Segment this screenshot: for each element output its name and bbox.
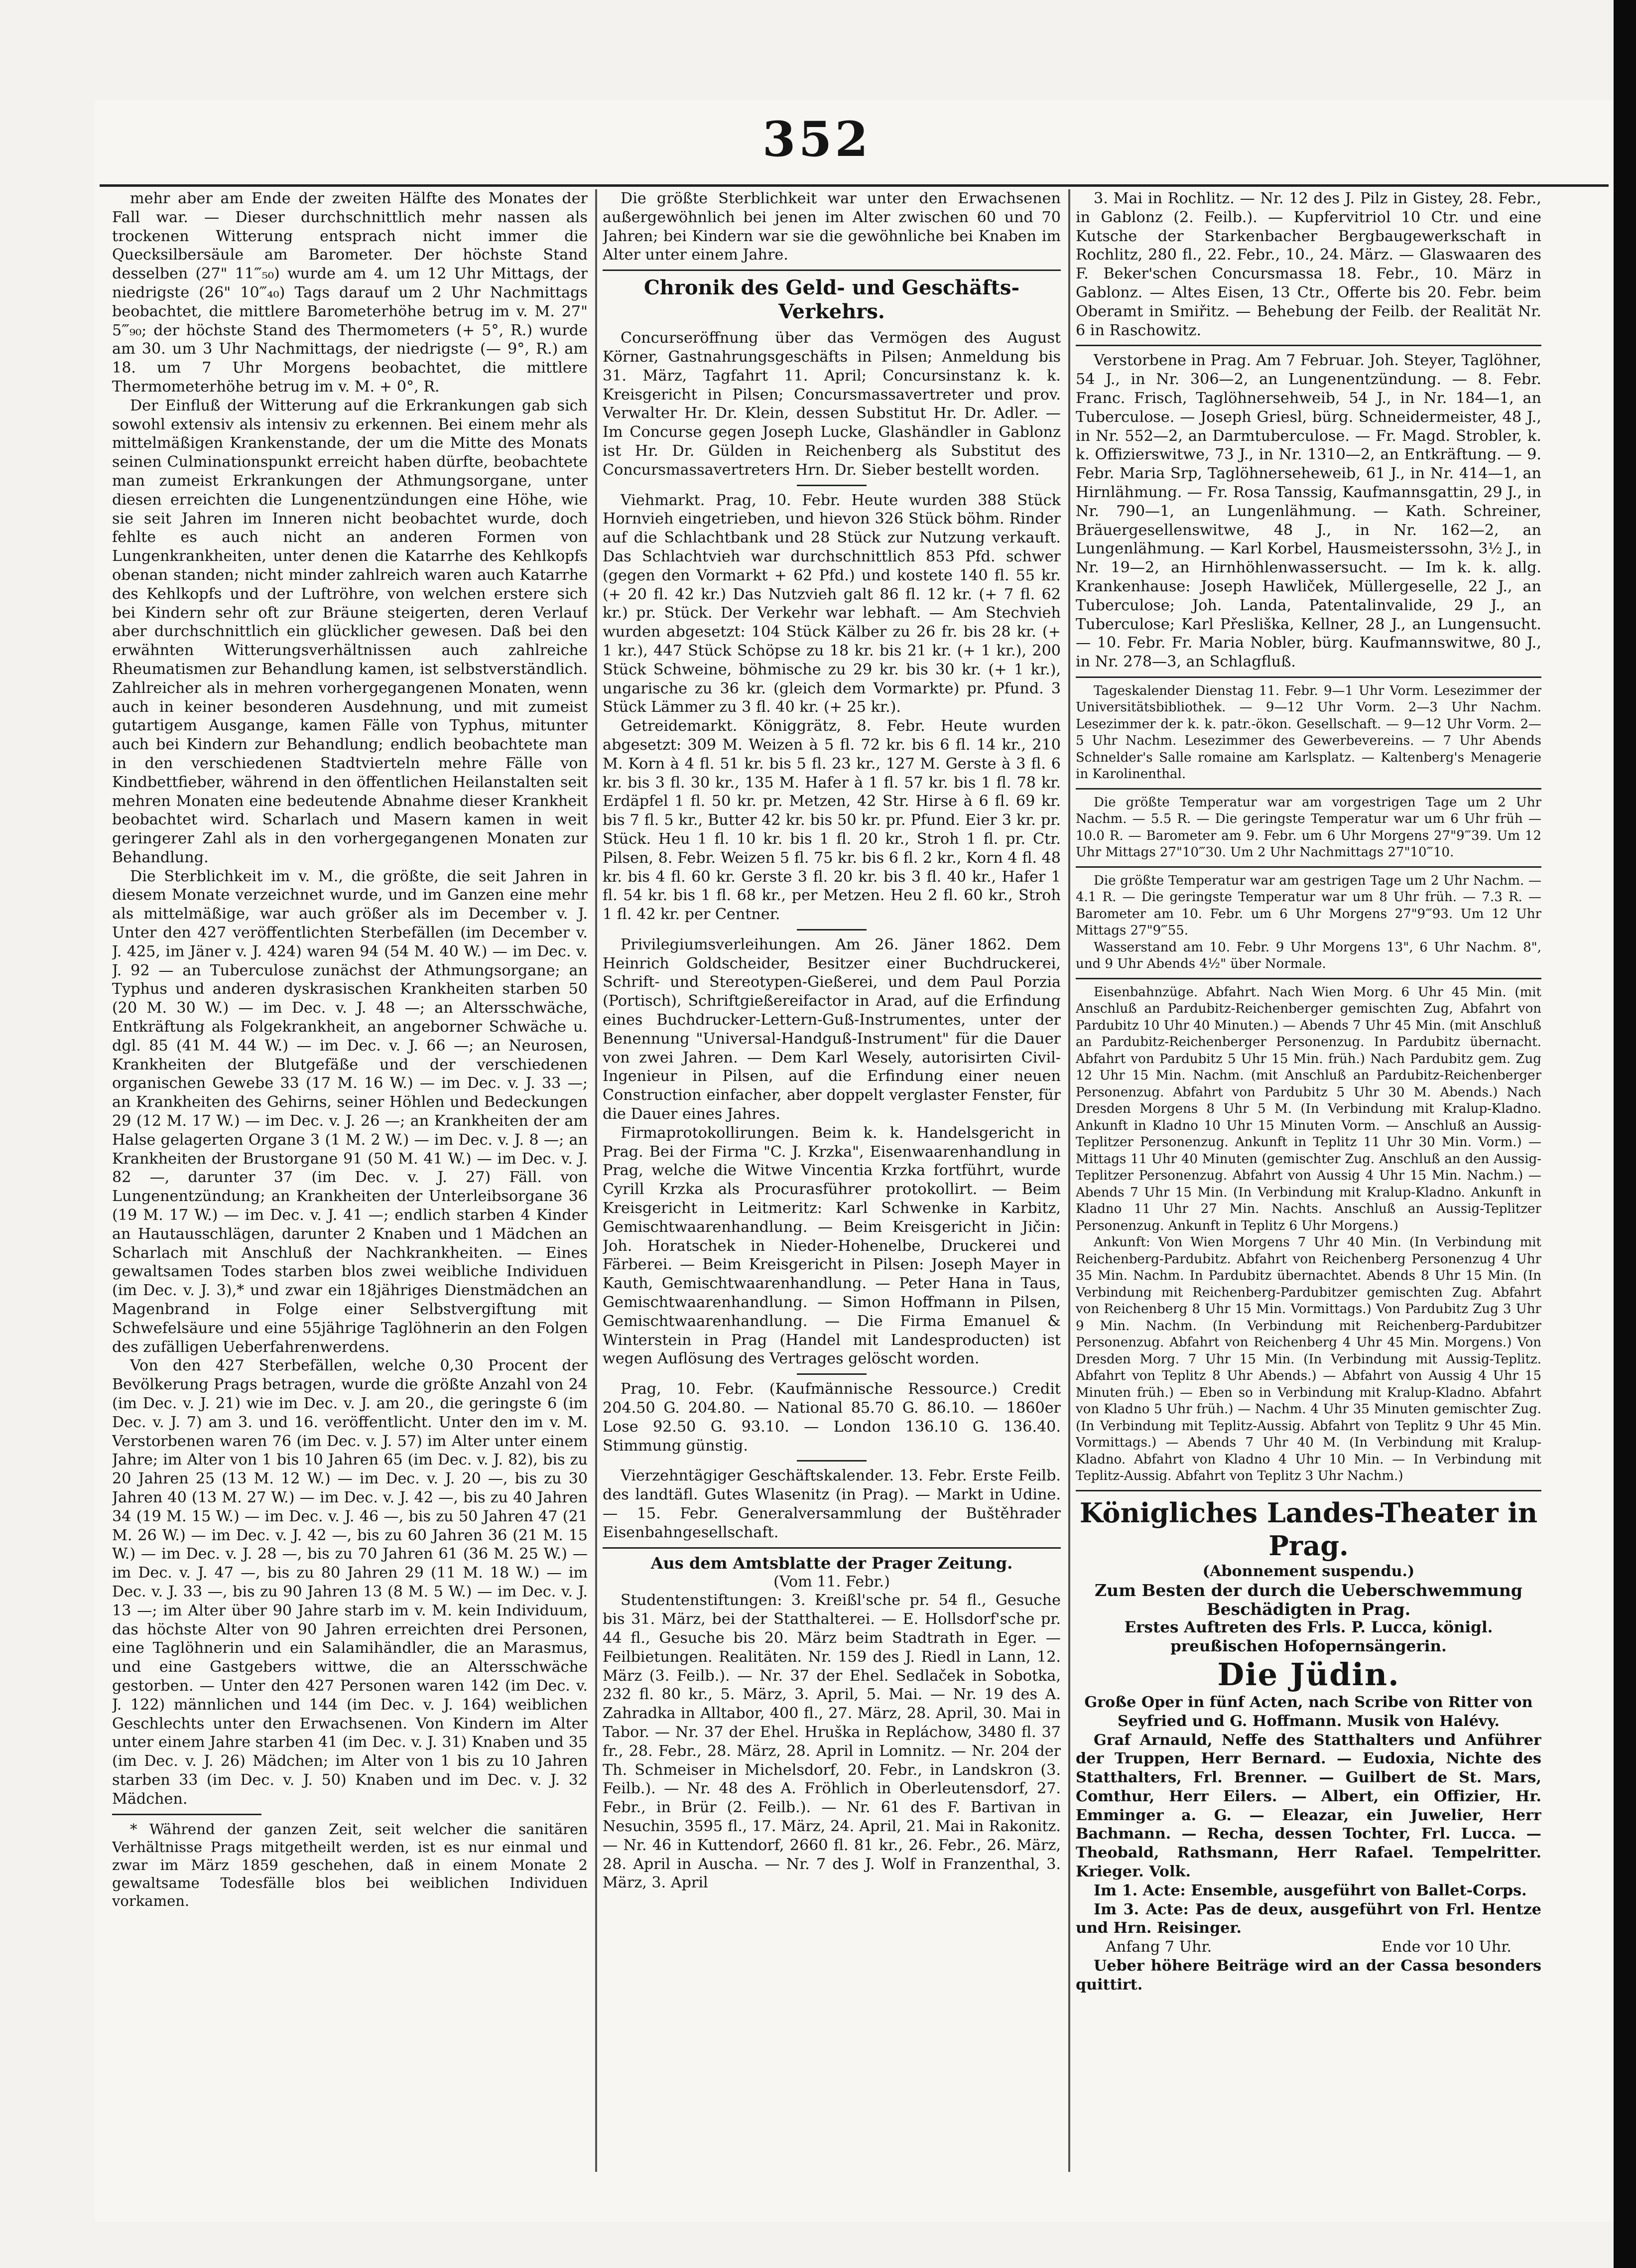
- chronik-heading: Chronik des Geld- und Geschäfts-Verkehrs.: [643, 276, 1020, 324]
- viehmarkt-notice: Viehmarkt. Prag, 10. Febr. Heute wurden 388 Stück Hornvieh eingetrieben, und hievon 326 Stück böhm. Rinder auf die Schlachtbank und 28 Stück zur Nutzung verkauft. Das Schlachtvieh war durchschnittlich 853 Pfd. schwer (gegen den Vormarkt + 62 Pfd.) und kostete 140 fl. 55 kr. (+ 20 fl. 42 kr.) Das Nutzvieh galt 86 fl. 12 kr. (+ 7 fl. 62 kr.) pr. Stück. Der Verkehr war lebhaft. — Am Stechvieh wurden abgesetzt: 104 Stück Kälber zu 26 fr. bis 28 kr. (+ 1 kr.), 447 Stück Schöpse zu 18 kr. bis 21 kr. (+ 1 kr.), 200 Stück Schweine, böhmische zu 29 kr. bis 30 kr. (+ 1 kr.), ungarische zu 36 kr. (gleich dem Vormarkte) pr. Pfund. 3 Stück Lämmer zu 3 fl. 40 kr. (+ 25 kr.).: [603, 491, 1061, 716]
- theatre-heading: Königliches Landes-Theater in Prag.: [1079, 1496, 1538, 1562]
- start-time: Anfang 7 Uhr.: [1106, 1938, 1212, 1956]
- amtsblatt-date: (Vom 11. Febr.): [773, 1573, 890, 1591]
- item-rule: [797, 1460, 867, 1462]
- column-3: [1076, 189, 1541, 2172]
- exchange-notice: Prag, 10. Febr. (Kaufmännische Ressource.) Credit 204.50 G. 204.80. — National 85.70 G. 86.10. — 1860er Lose 92.50 G. 93.10. — London 136.10 G. 136.40. Stimmung günstig.: [603, 1380, 1061, 1455]
- section-rule: [603, 269, 1061, 271]
- theatre-guest: Erstes Auftreten des Frls. P. Lucca, königl. preußischen Hofopernsängerin.: [1124, 1618, 1493, 1656]
- railway-departures: Eisenbahnzüge. Abfahrt. Nach Wien Morg. 6 Uhr 45 Min. (mit Anschluß an Pardubitz-Reichenberger gemischten Zug, Abfahrt von Pardubitz 10 Uhr 40 Minuten.) — Abends 7 Uhr 45 Min. (mit Anschluß an Pardubitz-Reichenberger Personenzug. In Pardubitz übernacht. Abfahrt von Pardubitz 5 Uhr 15 Min. früh.) Nach Pardubitz gem. Zug 12 Uhr 15 Min. Nachm. (mit Anschluß an Pardubitz-Reichenberger Personenzug. Abfahrt von Pardubitz 5 Uhr 30 M. Abends.) Nach Dresden Morgens 8 Uhr 5 M. (In Verbindung mit Kralup-Kladno. Ankunft in Kladno 10 Uhr 15 Minuten Vorm. — Anschluß an Aussig-Teplitzer Personenzug. Ankunft in Teplitz 11 Uhr 30 Min. Vorm.) — Mittags 11 Uhr 40 Minuten (gemischter Zug. Anschluß an den Aussig-Teplitzer Personenzug. Abfahrt von Aussig 4 Uhr 15 Min. Nachm.) — Abends 7 Uhr 15 Min. (In Verbindung mit Kralup-Kladno. Ankunft in Kladno 11 Uhr 27 Min. Nachts. Anschluß an Aussig-Teplitzer Personenzug. Ankunft in Teplitz 6 Uhr Morgens.): [1076, 984, 1541, 1233]
- health-report-paragraph: Die Sterblichkeit im v. M., die größte, die seit Jahren in diesem Monate verzeichnet wurde, und im Ganzen eine mehr als mittelmäßige, war auch größer als im December v. J. Unter den 427 veröffentlichten Sterbefällen (im December v. J. 425, im Jäner v. J. 424) waren 94 (54 M. 40 W.) — im Dec. v. J. 92 — an Tuberculose zunächst der Athmungsorgane; an Typhus und anderen dyskrasischen Krankheiten starben 50 (20 M. 30 W.) — im Dec. v. J. 48 —; an Altersschwäche, Entkräftung als Folgekrankheit, an angeborner Schwäche u. dgl. 85 (41 M. 44 W.) — im Dec. v. J. 66 —; an Neurosen, Krankheiten der Blutgefäße und der verschiedenen organischen Gewebe 33 (17 M. 16 W.) — im Dec. v. J. 33 —; an Krankheiten des Gehirns, seiner Höhlen und Bedeckungen 29 (12 M. 17 W.) — im Dec. v. J. 26 —; an Krankheiten der am Halse gelagerten Organe 3 (1 M. 2 W.) — im Dec. v. J. 8 —; an Krankheiten der Brustorgane 91 (50 M. 41 W.) — im Dec. v. J. 82 —, darunter 37 (im Dec. v. J. 27) Fäll. von Lungenentzündung; an Krankheiten der Unterleibsorgane 36 (19 M. 17 W.) — im Dec. v. J. 41 —; endlich starben 4 Kinder an Hautausschlägen, darunter 2 Knaben und 1 Mädchen an Scharlach mit Anschluß der Nachkrankheiten. — Eines gewaltsamen Todes starben blos zwei weibliche Individuen (im Dec. v. J. 3),* und zwar ein 18jähriges Dienstmädchen an Magenbrand in Folge einer Selbstvergiftung mit Schwefelsäure und eine 55jährige Taglöhnerin an den Folgen des zufälligen Ueberfahrenwerdens.: [112, 867, 588, 1356]
- column-rule-1: [595, 189, 597, 2172]
- section-rule: [1076, 978, 1541, 979]
- play-description: Große Oper in fünf Acten, nach Scribe von Ritter von Seyfried und G. Hoffmann. Musik von Halévy.: [1084, 1693, 1533, 1730]
- privilegium-notice: Privilegiumsverleihungen. Am 26. Jäner 1862. Dem Heinrich Goldscheider, Besitzer einer Buchdruckerei, Schrift- und Stereotypen-Gießerei, und dem Paul Porzia (Portisch), Schriftgießereifactor in Arad, auf die Erfindung eines Buchdrucker-Lettern-Guß-Instrumentes, unter der Benennung "Universal-Handguß-Instrument" für die Dauer von zwei Jahren. — Dem Karl Wesely, autorisirten Civil-Ingenieur in Pilsen, auf die Erfindung einer neuen Construction einfacher, aber doppelt verglaster Fenster, für die Dauer eines Jahres.: [603, 935, 1061, 1123]
- act-1-note: Im 1. Acte: Ensemble, ausgeführt von Ballet-Corps.: [1094, 1881, 1527, 1899]
- act-3-note: Im 3. Acte: Pas de deux, ausgeführt von Frl. Hentze und Hrn. Reisinger.: [1076, 1900, 1541, 1937]
- water-level: Wasserstand am 10. Febr. 9 Uhr Morgens 13", 6 Uhr Nachm. 8", und 9 Uhr Abends 4½" über Normale.: [1076, 939, 1541, 972]
- weather-report-2: Die größte Temperatur war am gestrigen Tage um 2 Uhr Nachm. — 4.1 R. — Die geringste Temperatur war um 8 Uhr früh. — 7.3 R. — Barometer am 10. Febr. um 6 Uhr Morgens 27"9‴93. Um 12 Uhr Mittags 27"9‴55.: [1076, 873, 1541, 938]
- concurs-notice: Concurseröffnung über das Vermögen des August Körner, Gastnahrungsgeschäfts in Pilsen; Anmeldung bis 31. März, Tagfahrt 11. April; Concursinstanz k. k. Kreisgericht in Pilsen; Concursmassavertreter und prov. Verwalter Hr. Dr. Klein, dessen Substitut Hr. Dr. Adler. — Im Concurse gegen Joseph Lucke, Glashändler in Gablonz ist Hr. Dr. Gülden in Reichenberg als Substitut des Concursmassavertreters Hrn. Dr. Sieber bestellt worden.: [603, 329, 1061, 479]
- item-rule: [797, 1373, 867, 1375]
- time-row: [1076, 1938, 1541, 1957]
- amtsblatt-text: Studentenstiftungen: 3. Kreißl'sche pr. 54 fl., Gesuche bis 31. März, bei der Statthalterei. — E. Hollsdorf'sche pr. 44 fl., Gesuche bis 20. März beim Stadtrath in Eger. — Feilbietungen. Realitäten. Nr. 159 des J. Riedl in Lann, 12. März (3. Feilb.). — Nr. 37 der Ehel. Sedlaček in Sobotka, 232 fl. 80 kr., 5. März, 3. April, 5. Mai. — Nr. 19 des A. Zahradka in Alltabor, 400 fl., 27. März, 28. April, 30. Mai in Tabor. — Nr. 37 der Ehel. Hruška in Repláchow, 3480 fl. 37 fr., 28. Febr., 28. März, 28. April in Lomnitz. — Nr. 204 der Th. Schmeiser in Michelsdorf, 20. Febr., in Landskron (3. Feilb.). — Nr. 48 des A. Fröhlich in Oberleutensdorf, 27. Febr., in Brür (2. Feilb.). — Nr. 61 des F. Bartivan in Nesuchin, 3595 fl., 17. März, 24. April, 21. Mai in Rakonitz. — Nr. 46 in Kuttendorf, 2660 fl. 81 kr., 26. Febr., 26. März, 28. April in Auscha. — Nr. 7 des J. Wolf in Franzenthal, 3. März, 3. April: [603, 1592, 1061, 1892]
- closing-note: Ueber höhere Beiträge wird an der Cassa besonders quittirt.: [1076, 1957, 1541, 1994]
- day-calendar: Tageskalender Dienstag 11. Febr. 9—1 Uhr Vorm. Lesezimmer der Universitätsbibliothek. — 9—12 Uhr Vorm. 2—3 Uhr Nachm. Lesezimmer der k. k. patr.-ökon. Gesellschaft. — 9—12 Uhr Vorm. 2—5 Uhr Nachm. Lesezimmer des Gewerbevereins. — 7 Uhr Abends Schnelder's Salle romaine am Karlsplatz. — Kaltenberg's Menagerie in Karolinenthal.: [1076, 683, 1541, 782]
- health-report-paragraph: mehr aber am Ende der zweiten Hälfte des Monates der Fall war. — Dieser durchschnittlich mehr nassen als trockenen Witterung entsprach nicht immer die Quecksilbersäule am Barometer. Der höchste Stand desselben (27" 11‴₅₀) wurde am 4. um 12 Uhr Mittags, der niedrigste (26" 10‴₄₀) Tags darauf um 2 Uhr Nachmittags beobachtet, die mittlere Barometerhöhe betrug im v. M. 27" 5‴₉₀; der höchste Stand des Thermometers (+ 5°, R.) wurde am 30. um 3 Uhr Nachmittags, der niedrigste (— 9°, R.) am 18. um 7 Uhr Morgens beobachtet, die mittlere Thermometerhöhe betrug im v. M. + 0°, R.: [112, 190, 588, 396]
- railway-arrivals: Ankunft: Von Wien Morgens 7 Uhr 40 Min. (In Verbindung mit Reichenberg-Pardubitz. Abfahrt von Reichenberg Personenzug 4 Uhr 35 Min. Nachm. In Pardubitz übernachtet. Abends 8 Uhr 15 Min. (In Verbindung mit Reichenberg-Pardubitzer gemischten Zug. Abfahrt von Reichenberg 8 Uhr 15 Min. Vormittags.) Von Pardubitz Zug 3 Uhr 9 Min. Nachm. (In Verbindung mit Reichenberg-Pardubitzer Personenzug. Abfahrt von Reichenberg 4 Uhr 45 Min. Morgens.) Von Dresden Morg. 7 Uhr 15 Min. (In Verbindung mit Aussig-Teplitz. Abfahrt von Teplitz 8 Uhr Abends.) — Abfahrt von Aussig 4 Uhr 15 Minuten früh.) — Eben so in Verbindung mit Kralup-Kladno. Abfahrt von Kladno 5 Uhr früh.) — Nachm. 4 Uhr 35 Minuten gemischter Zug. (In Verbindung mit Teplitz-Aussig. Abfahrt von Teplitz 9 Uhr 45 Min. Vormittags.) — Abends 7 Uhr 40 M. (In Verbindung mit Kralup-Kladno. Abfahrt von Kladno 4 Uhr 10 Min. — In Verbindung mit Teplitz-Aussig. Abfahrt von Teplitz 3 Uhr Nachm.): [1076, 1235, 1541, 1484]
- page-number: 352: [762, 111, 872, 167]
- item-rule: [797, 485, 867, 486]
- section-rule: [603, 1547, 1061, 1549]
- theatre-subscription: (Abonnement suspendu.): [1202, 1562, 1415, 1580]
- column-2: [603, 189, 1061, 2172]
- health-report-paragraph: Von den 427 Sterbefällen, welche 0,30 Procent der Bevölkerung Prags betragen, wurde die größte Anzahl von 24 (im Dec. v. J. 21) wie im Dec. v. J. am 20., die geringste 6 (im Dec. v. J. 7) am 3. und 16. veröffentlicht. Unter den im v. M. Verstorbenen waren 76 (im Dec. v. J. 57) im Alter unter einem Jahre; im Alter von 1 bis 10 Jahren 65 (im Dec. v. J. 82), bis zu 20 Jahren 25 (13 M. 12 W.) — im Dec. v. J. 20 —, bis zu 30 Jahren 40 (13 M. 27 W.) — im Dec. v. J. 42 —, bis zu 40 Jahren 34 (19 M. 15 W.) — im Dec. v. J. 46 —, bis zu 50 Jahren 47 (21 M. 26 W.) — im Dec. v. J. 42 —, bis zu 60 Jahren 36 (21 M. 15 W.) — im Dec. v. J. 28 —, bis zu 70 Jahren 61 (36 M. 25 W.) — im Dec. v. J. 47 —, bis zu 80 Jahren 29 (11 M. 18 W.) — im Dec. v. J. 33 —, bis zu 90 Jahren 13 (8 M. 5 W.) — im Dec. v. J. 13 —; im Alter über 90 Jahre starb im v. M. kein Individuum, das höchste Alter von 90 Jahren erreichten drei Personen, eine Taglöhnerin und ein Salamihändler, die an Marasmus, und eine Gastgebers wittwe, die an Altersschwäche gestorben. — Unter den 427 Personen waren 142 (im Dec. v. J. 122) männlichen und 144 (im Dec. v. J. 164) weiblichen Geschlechts unter den Erwachsenen. Von Kindern im Alter unter einem Jahre starben 41 (im Dec. v. J. 31) Knaben und 35 (im Dec. v. J. 26) Mädchen; im Alter von 1 bis zu 10 Jahren starben 33 (im Dec. v. J. 50) Knaben und im Dec. v. J. 32 Mädchen.: [112, 1357, 588, 1808]
- play-title: Die Jüdin.: [1217, 1656, 1400, 1693]
- firma-notice: Firmaprotokollirungen. Beim k. k. Handelsgericht in Prag. Bei der Firma "C. J. Krzka", Eisenwaarenhandlung in Prag, welche die Witwe Vincentia Krzka fortführt, wurde Cyrill Krzka als Procurasführer protokollirt. — Beim Kreisgericht in Leitmeritz: Karl Schwenke in Karbitz, Gemischtwaarenhandlung. — Beim Kreisgericht in Jičin: Joh. Horatschek in Nieder-Hohenelbe, Druckerei und Färberei. — Beim Kreisgericht in Pilsen: Joseph Mayer in Kauth, Gemischtwaarenhandlung. — Peter Hana in Taus, Gemischtwaarenhandlung. — Simon Hoffmann in Pilsen, Gemischtwaarenhandlung. — Die Firma Emanuel & Winterstein in Prag (Handel mit Landesproducten) ist wegen Auflösung des Vertrages gelöscht worden.: [603, 1124, 1061, 1368]
- deaths-list: Verstorbene in Prag. Am 7 Februar. Joh. Steyer, Taglöhner, 54 J., in Nr. 306—2, an Lungenentzündung. — 8. Febr. Franc. Frisch, Taglöhnersehweib, 54 J., in Nr. 184—1, an Tuberculose. — Joseph Griesl, bürg. Schneidermeister, 48 J., in Nr. 552—2, an Darmtuberculose. — Fr. Magd. Strobler, k. k. Offizierswitwe, 73 J., in Nr. 1310—2, an Entkräftung. — 9. Febr. Maria Srp, Taglöhnerseheweib, 61 J., in Nr. 414—1, an Hirnlähmung. — Fr. Rosa Tanssig, Kaufmannsgattin, 29 J., in Nr. 790—1, an Lungenlähmung. — Kath. Schreiner, Bräuergesellenswitwe, 48 J., in Nr. 162—2, an Lungenlähmung. — Karl Korbel, Hausmeisterssohn, 3½ J., in Nr. 19—2, an Hirnhöhlenwassersucht. — Im k. k. allg. Krankenhause: Joseph Hawliček, Müllergeselle, 22 J., an Tuberculose; Joh. Landa, Patentalinvalide, 29 J., an Tuberculose; Karl Přesliška, Kellner, 28 J., an Lungensucht. — 10. Febr. Fr. Maria Nobler, bürg. Kaufmannswitwe, 80 J., in Nr. 278—3, an Schlagfluß.: [1076, 352, 1541, 671]
- section-rule: [1076, 866, 1541, 868]
- footnote: * Während der ganzen Zeit, seit welcher die sanitären Verhältnisse Prags mitgetheilt werden, ist es nur einmal und zwar im März 1859 geschehen, daß in einem Monate 2 gewaltsame Todesfälle blos bei weiblichen Individuen vorkamen.: [112, 1820, 588, 1909]
- auction-continuation: 3. Mai in Rochlitz. — Nr. 12 des J. Pilz in Gistey, 28. Febr., in Gablonz (2. Feilb.). — Kupfervitriol 10 Ctr. und eine Kutsche der Starkenbacher Bergbaugewerkschaft in Rochlitz, 280 fl., 22. Febr., 10., 24. März. — Glaswaaren des F. Beker'schen Concursmassa 18. Febr., 10. März in Gablonz. — Altes Eisen, 13 Ctr., Offerte bis 20. Febr. beim Oberamt in Smiřitz. — Behebung der Feilb. der Realität Nr. 6 in Raschowitz.: [1076, 190, 1541, 339]
- cast-list: Graf Arnauld, Neffe des Statthalters und Anführer der Truppen, Herr Bernard. — Eudoxia, Nichte des Statthalters, Frl. Brenner. — Guilbert de St. Mars, Comthur, Herr Eilers. — Albert, ein Offizier, Hr. Emminger a. G. — Eleazar, ein Juwelier, Herr Bachmann. — Recha, dessen Tochter, Frl. Lucca. — Theobald, Rathsmann, Herr Rafael. Tempelritter. Krieger. Volk.: [1076, 1731, 1541, 1881]
- weather-report-1: Die größte Temperatur war am vorgestrigen Tage um 2 Uhr Nachm. — 5.5 R. — Die geringste Temperatur war um 6 Uhr früh — 10.0 R. — Barometer am 9. Febr. um 6 Uhr Morgens 27"9‴39. Um 12 Uhr Mittags 27"10‴30. Um 2 Uhr Nachmittags 27"10‴10.: [1076, 795, 1541, 860]
- header-rule: [100, 184, 1609, 187]
- mortality-paragraph: Die größte Sterblichkeit war unter den Erwachsenen außergewöhnlich bei jenen im Alter zwischen 60 und 70 Jahren; bei Kindern war sie die gewöhnliche bei Knaben im Alter unter einem Jahre.: [603, 190, 1061, 264]
- section-rule: [1076, 345, 1541, 346]
- calendar-notice: Vierzehntägiger Geschäftskalender. 13. Febr. Erste Feilb. des landtäfl. Gutes Wlasenitz (in Prag). — Markt in Udine. — 15. Febr. Generalversammlung der Buštěhrader Eisenbahngesellschaft.: [603, 1467, 1061, 1541]
- health-report-paragraph: Der Einfluß der Witterung auf die Erkrankungen gab sich sowohl extensiv als intensiv zu erkennen. Bei einem mehr als mittelmäßigen Krankenstande, der um die Mitte des Monats seinen Culminationspunkt erreicht haben dürfte, beobachtete man zumeist Erkrankungen der Athmungsorgane, unter diesen erreichten die Lungenentzündungen eine Höhe, wie sie seit Jahren im Inneren nicht beobachtet wurde, doch fehlte es auch nicht an anderen Formen von Lungenkrankheiten, unter denen die Katarrhe des Kehlkopfs obenan standen; nicht minder zahlreich waren auch Katarrhe des Kehlkopfs und der Luftröhre, von welchen erstere sich bei Kindern sehr oft zur Bräune steigerten, deren Verlauf aber durchschnittlich ein glücklicher gewesen. Daß bei den erwähnten Witterungsverhältnissen auch zahlreiche Rheumatismen zur Behandlung kamen, ist selbstverständlich. Zahlreicher als in mehren vorhergegangenen Monaten, wenn auch in keiner besonderen Ausdehnung, und mit zumeist gutartigem Ausgange, kamen Fälle von Typhus, mitunter auch bei Kindern zur Behandlung; endlich beobachtete man in den verschiedenen Stadtvierteln mehre Fälle von Kindbettfieber, während in den öffentlichen Heilanstalten seit mehren Monaten eine bedeutende Abnahme dieser Krankheit beobachtet wird. Scharlach und Masern kamen in weit geringerer Zahl als in den vorhergegangenen Monaten zur Behandlung.: [112, 397, 588, 866]
- section-rule: [1076, 676, 1541, 678]
- theatre-benefit: Zum Besten der durch die Ueberschwemmung Beschädigten in Prag.: [1095, 1580, 1522, 1619]
- getreidemarkt-notice: Getreidemarkt. Königgrätz, 8. Febr. Heute wurden abgesetzt: 309 M. Weizen à 5 fl. 72 kr. bis 6 fl. 14 kr., 210 M. Korn à 4 fl. 51 kr. bis 5 fl. 23 kr., 127 M. Gerste à 3 fl. 6 kr. bis 3 fl. 30 kr., 135 M. Hafer à 1 fl. 57 kr. bis 1 fl. 78 kr. Erdäpfel 1 fl. 50 kr. pr. Metzen, 42 Str. Hirse à 6 fl. 69 kr. bis 7 fl. 5 kr., Butter 42 kr. bis 50 kr. pr. Pfund. Eier 3 kr. pr. Stück. Heu 1 fl. 10 kr. bis 1 fl. 20 kr., Stroh 1 fl. pr. Ctr. Pilsen, 8. Febr. Weizen 5 fl. 75 kr. bis 6 fl. 2 kr., Korn 4 fl. 48 kr. bis 4 fl. 60 kr. Gerste 3 fl. 20 kr. bis 3 fl. 40 kr., Hafer 1 fl. 54 kr. bis 1 fl. 68 kr., per Metzen. Heu 2 fl. 60 kr., Stroh 1 fl. 42 kr. per Centner.: [603, 717, 1061, 924]
- section-rule: [1076, 1490, 1541, 1491]
- scan-border: [1614, 0, 1636, 2268]
- end-time: Ende vor 10 Uhr.: [1381, 1938, 1511, 1956]
- footnote-rule: [112, 1814, 261, 1815]
- amtsblatt-heading: Aus dem Amtsblatte der Prager Zeitung.: [650, 1553, 1013, 1573]
- section-rule: [1076, 788, 1541, 790]
- item-rule: [797, 929, 867, 931]
- column-1: [112, 189, 588, 2172]
- column-rule-2: [1068, 189, 1070, 2172]
